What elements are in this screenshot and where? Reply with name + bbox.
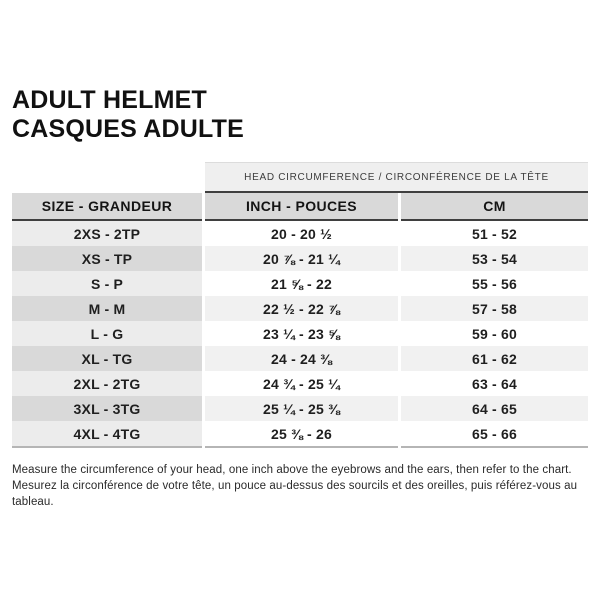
table-row	[12, 396, 588, 421]
page-title	[12, 86, 588, 144]
sizing-table	[12, 162, 588, 448]
table-row	[12, 246, 588, 271]
size-cell: L - G	[12, 321, 202, 346]
inch-cell: 25 ¼ - 25 ⅜	[205, 396, 398, 421]
cm-cell: 61 - 62	[401, 346, 588, 371]
size-cell: 2XL - 2TG	[12, 371, 202, 396]
inch-cell: 20 ⅞ - 21 ¼	[205, 246, 398, 271]
span-header-row	[12, 162, 588, 193]
cm-cell: 63 - 64	[401, 371, 588, 396]
table-row	[12, 271, 588, 296]
head-circumference-header: HEAD CIRCUMFERENCE / CIRCONFÉRENCE DE LA TÊTE	[205, 162, 588, 193]
inch-cell: 21 ⅝ - 22	[205, 271, 398, 296]
cm-cell: 57 - 58	[401, 296, 588, 321]
cm-cell: 51 - 52	[401, 221, 588, 246]
page-title-en: ADULT HELMET	[12, 86, 207, 114]
cm-cell: 53 - 54	[401, 246, 588, 271]
size-cell: 4XL - 4TG	[12, 421, 202, 448]
cm-cell: 59 - 60	[401, 321, 588, 346]
size-cell: 3XL - 3TG	[12, 396, 202, 421]
table-row	[12, 296, 588, 321]
size-cell: XL - TG	[12, 346, 202, 371]
size-cell: S - P	[12, 271, 202, 296]
inch-cell: 20 - 20 ½	[205, 221, 398, 246]
table-row	[12, 321, 588, 346]
size-cell: 2XS - 2TP	[12, 221, 202, 246]
cm-cell: 65 - 66	[401, 421, 588, 448]
table-row	[12, 421, 588, 448]
table-row	[12, 371, 588, 396]
cm-cell: 64 - 65	[401, 396, 588, 421]
table-body	[12, 221, 588, 448]
inch-cell: 24 ¾ - 25 ¼	[205, 371, 398, 396]
measure-instructions	[12, 462, 588, 510]
inch-cell: 25 ⅜ - 26	[205, 421, 398, 448]
instruction-en: Measure the circumference of your head, one inch above the eyebrows and the ears, then refer to the chart.	[12, 464, 572, 476]
size-cell: M - M	[12, 296, 202, 321]
size-cell: XS - TP	[12, 246, 202, 271]
inch-cell: 23 ¼ - 23 ⅝	[205, 321, 398, 346]
column-header-cm: CM	[401, 193, 588, 221]
cm-cell: 55 - 56	[401, 271, 588, 296]
inch-cell: 22 ½ - 22 ⅞	[205, 296, 398, 321]
column-header-size: SIZE - GRANDEUR	[12, 193, 202, 221]
column-header-row	[12, 193, 588, 221]
instruction-fr: Mesurez la circonférence de votre tête, un pouce au-dessus des sourcils et des oreilles, puis référez-vous au tableau.	[12, 480, 578, 509]
page-title-fr: CASQUES ADULTE	[12, 115, 244, 143]
table-row	[12, 221, 588, 246]
column-header-inch: INCH - POUCES	[205, 193, 398, 221]
inch-cell: 24 - 24 ⅜	[205, 346, 398, 371]
span-header-spacer	[12, 162, 202, 193]
table-row	[12, 346, 588, 371]
